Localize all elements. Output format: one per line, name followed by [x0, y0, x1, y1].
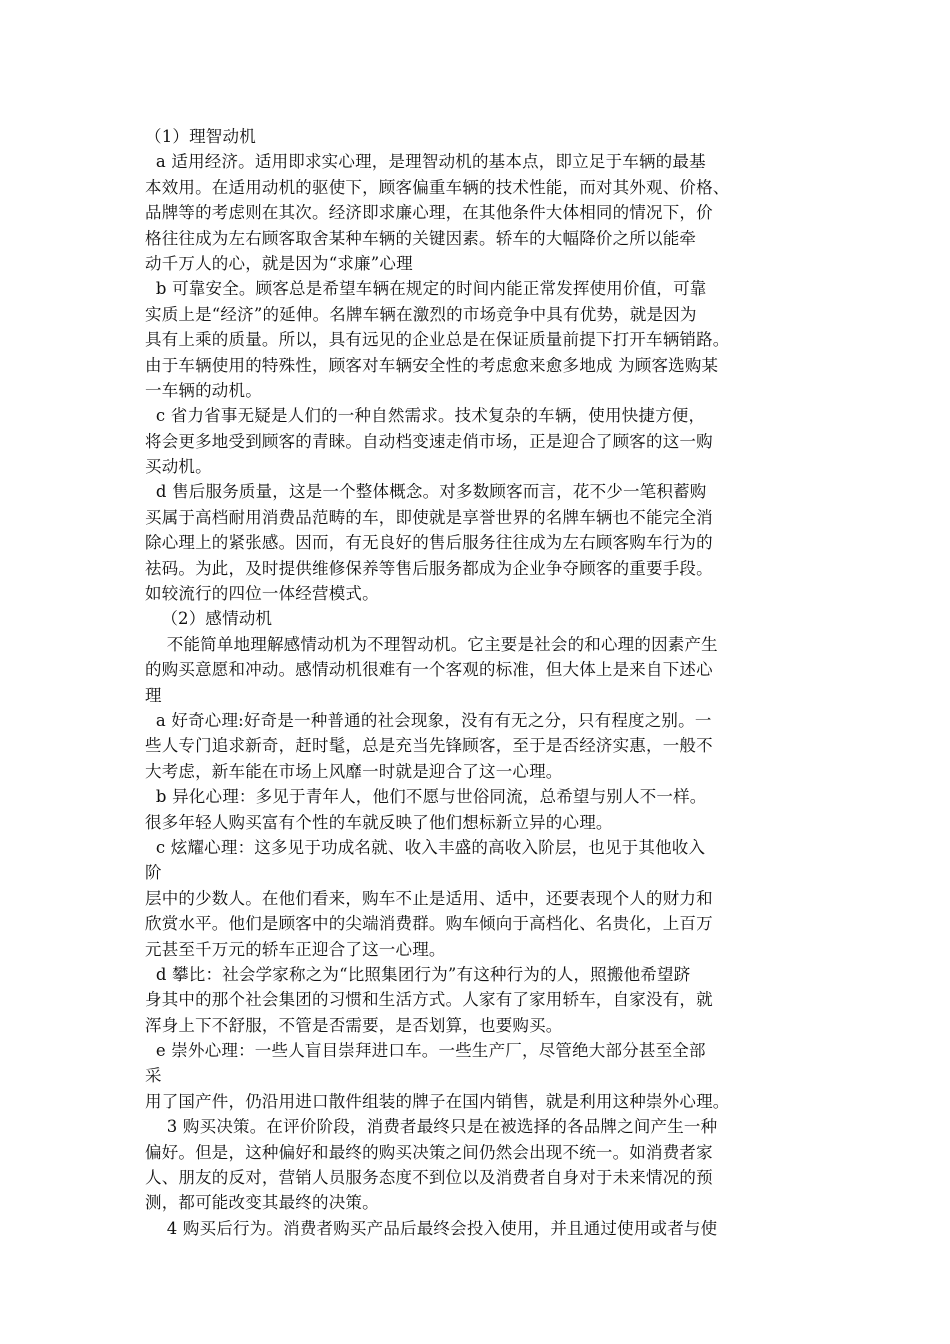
paragraph-line: 动千万人的心，就是因为“求廉”心理	[145, 253, 413, 273]
paragraph-line: c 省力省事无疑是人们的一种自然需求。技术复杂的车辆，使用快捷方便，	[145, 406, 706, 426]
paragraph-line: c 炫耀心理：这多见于功成名就、收入丰盛的高收入阶层，也见于其他收入	[145, 837, 706, 857]
paragraph-line: b 异化心理：多见于青年人，他们不愿与世俗同流，总希望与别人不一样。	[145, 787, 707, 807]
paragraph-line: 用了国产件，仍沿用进口散件组装的牌子在国内销售，就是利用这种崇外心理。	[145, 1091, 730, 1111]
paragraph-line: a 好奇心理:好奇是一种普通的社会现象，没有有无之分，只有程度之别。一	[145, 710, 712, 730]
paragraph-line: 3 购买决策。在评价阶段，消费者最终只是在被选择的各品牌之间产生一种	[145, 1117, 718, 1137]
paragraph-line: 很多年轻人购买富有个性的车就反映了他们想标新立异的心理。	[145, 812, 613, 832]
paragraph-line: a 适用经济。适用即求实心理，是理智动机的基本点，即立足于车辆的最基	[145, 152, 706, 172]
paragraph-line: 品牌等的考虑则在其次。经济即求廉心理，在其他条件大体相同的情况下，价	[145, 203, 713, 223]
paragraph-line: 层中的少数人。在他们看来，购车不止是适用、适中，还要表现个人的财力和	[145, 888, 713, 908]
paragraph-line: 的购买意愿和冲动。感情动机很难有一个客观的标准，但大体上是来自下述心	[145, 660, 713, 680]
paragraph-line: 一车辆的动机。	[145, 380, 262, 400]
paragraph-line: 测，都可能改变其最终的决策。	[145, 1193, 379, 1213]
paragraph-line: 人、朋友的反对，营销人员服务态度不到位以及消费者自身对于未来情况的预	[145, 1168, 713, 1188]
heading-emotional-motive: （2）感情动机	[145, 609, 273, 629]
paragraph-line: 买动机。	[145, 457, 212, 477]
paragraph-line: d 攀比：社会学家称之为“比照集团行为”有这种行为的人，照搬他希望跻	[145, 964, 691, 984]
paragraph-line: 具有上乘的质量。所以，具有远见的企业总是在保证质量前提下打开车辆销路。	[145, 330, 730, 350]
paragraph-line: 欣赏水平。他们是顾客中的尖端消费群。购车倾向于高档化、名贵化，上百万	[145, 914, 713, 934]
paragraph-line: 由于车辆使用的特殊性，顾客对车辆安全性的考虑愈来愈多地成 为顾客选购某	[145, 355, 719, 375]
paragraph-line: 4 购买后行为。消费者购买产品后最终会投入使用，并且通过使用或者与使	[145, 1218, 718, 1238]
paragraph-line: d 售后服务质量，这是一个整体概念。对多数顾客而言，花不少一笔积蓄购	[145, 482, 707, 502]
paragraph-line: 浑身上下不舒服，不管是否需要，是否划算，也要购买。	[145, 1015, 563, 1035]
paragraph-line: 祛码。为此，及时提供维修保养等售后服务都成为企业争夺顾客的重要手段。	[145, 558, 713, 578]
paragraph-line: 理	[145, 685, 162, 705]
paragraph-line: 如较流行的四位一体经营模式。	[145, 584, 379, 604]
paragraph-line: 不能简单地理解感情动机为不理智动机。它主要是社会的和心理的因素产生	[145, 634, 718, 654]
paragraph-line: 除心理上的紧张感。因而，有无良好的售后服务往往成为左右顾客购车行为的	[145, 533, 713, 553]
paragraph-line: e 崇外心理：一些人盲目崇拜进口车。一些生产厂，尽管绝大部分甚至全部	[145, 1041, 706, 1061]
paragraph-line: 元甚至千万元的轿车正迎合了这一心理。	[145, 939, 446, 959]
paragraph-line: 将会更多地受到顾客的青睐。自动档变速走俏市场，正是迎合了顾客的这一购	[145, 431, 713, 451]
paragraph-line: 大考虑，新车能在市场上风靡一时就是迎合了这一心理。	[145, 761, 563, 781]
paragraph-line: 些人专门追求新奇，赶时髦，总是充当先锋顾客，至于是否经济实惠，一般不	[145, 736, 713, 756]
paragraph-line: 采	[145, 1066, 162, 1086]
paragraph-line: 身其中的那个社会集团的习惯和生活方式。人家有了家用轿车，自家没有，就	[145, 990, 713, 1010]
paragraph-line: 阶	[145, 863, 162, 883]
paragraph-line: 格往往成为左右顾客取舍某种车辆的关键因素。轿车的大幅降价之所以能牵	[145, 228, 697, 248]
paragraph-line: 本效用。在适用动机的驱使下，顾客偏重车辆的技术性能，而对其外观、价格、	[145, 177, 730, 197]
document-body	[145, 124, 805, 1241]
paragraph-line: 偏好。但是，这种偏好和最终的购买决策之间仍然会出现不统一。如消费者家	[145, 1142, 713, 1162]
paragraph-line: b 可靠安全。顾客总是希望车辆在规定的时间内能正常发挥使用价值，可靠	[145, 279, 707, 299]
paragraph-line: 买属于高档耐用消费品范畴的车，即使就是享誉世界的名牌车辆也不能完全消	[145, 507, 713, 527]
paragraph-line: 实质上是“经济”的延伸。名牌车辆在激烈的市场竞争中具有优势，就是因为	[145, 304, 697, 324]
heading-rational-motive: （1）理智动机	[145, 127, 256, 146]
